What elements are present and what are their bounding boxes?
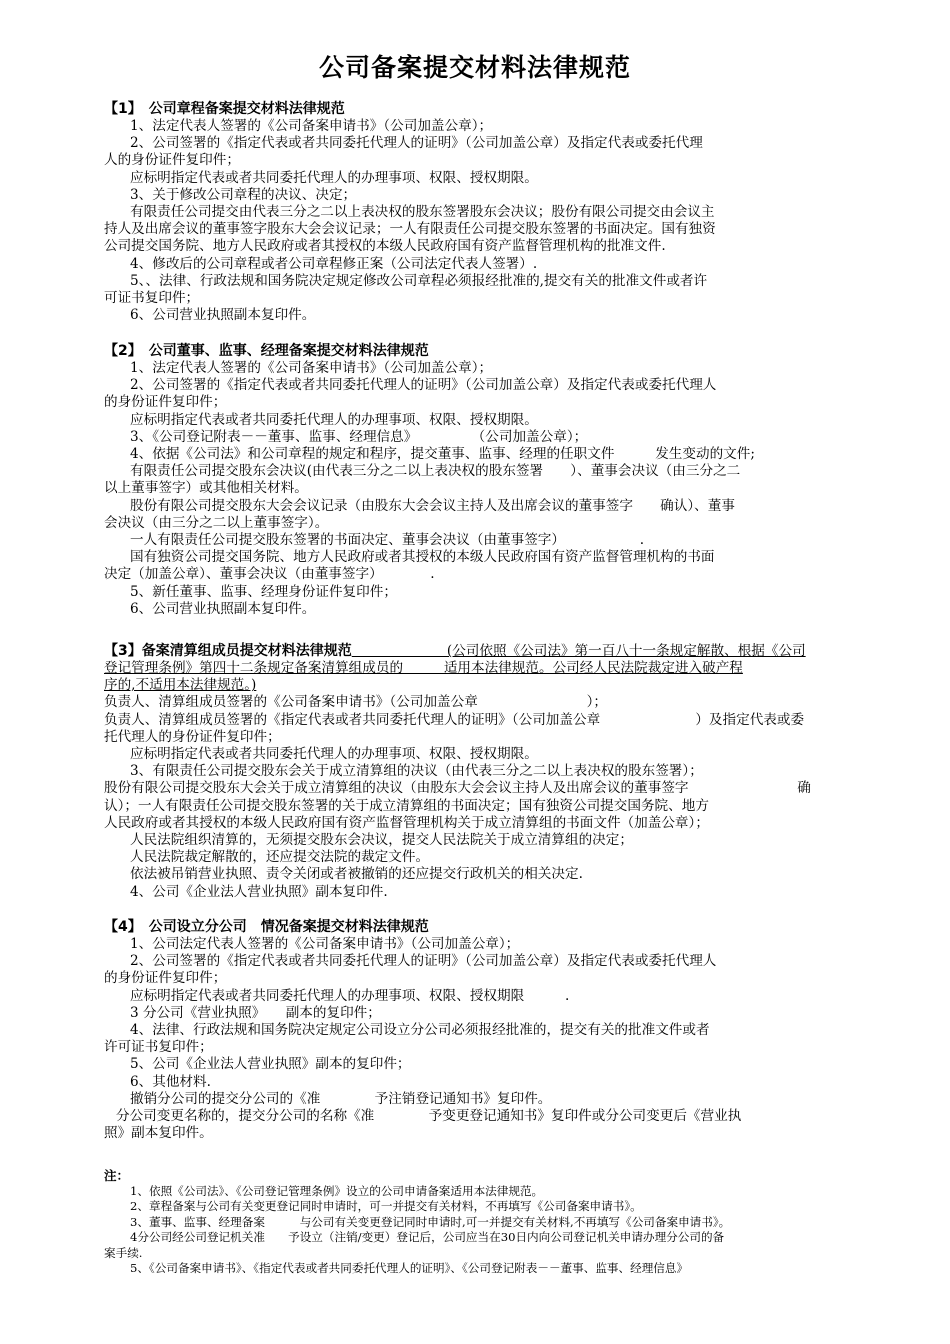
note-line: 2、章程备案与公司有关变更登记同时申请时，可一并提交有关材料，不再填写《公司备案申请书》。	[130, 1199, 642, 1214]
notes-heading: 注：	[104, 1168, 130, 1183]
section-2-heading: 【2】 公司董事、监事、经理备案提交材料法律规范	[104, 343, 429, 359]
section-3-heading: 【3】备案清算组成员提交材料法律规范	[104, 643, 352, 659]
s2-line: 3、《公司登记附表－－董事、监事、经理信息》 （公司加盖公章）；	[130, 428, 588, 445]
s1-line: 可证书复印件；	[104, 290, 200, 307]
s4-line: 许可证书复印件；	[104, 1039, 213, 1056]
s4-line: 5、公司《企业法人营业执照》副本的复印件；	[130, 1056, 411, 1073]
note-line: 1、依照《公司法》、《公司登记管理条例》设立的公司申请备案适用本法律规范。	[130, 1184, 544, 1198]
s4-line: 的身份证件复印件；	[104, 970, 227, 987]
section-1	[104, 100, 860, 324]
s2-line: 股份有限公司提交股东大会会议记录（由股东大会会议主持人及出席会议的董事签字 确认）、董事	[130, 497, 735, 514]
s1-line: 2、公司签署的《指定代表或者共同委托代理人的证明》（公司加盖公章）及指定代表或委托代理	[130, 135, 703, 152]
s1-line: 3、关于修改公司章程的决议、决定；	[130, 186, 357, 203]
s1-line: 应标明指定代表或者共同委托代理人的办理事项、权限、授权期限。	[130, 169, 538, 186]
s3-line: 4、公司《企业法人营业执照》副本复印件.	[130, 883, 388, 900]
s1-line: 5、、法律、行政法规和国务院决定规定修改公司章程必须报经批准的,提交有关的批准文件或者许	[130, 272, 708, 289]
note-line: 案手续.	[104, 1245, 143, 1260]
s3-line: 人民法院裁定解散的，还应提交法院的裁定文件。	[130, 849, 430, 866]
note-line: 4分公司经公司登记机关准 予设立（注销/变更）登记后，公司应当在30日内向公司登记机关申请办理分公司的备	[130, 1230, 725, 1245]
s2-line: 会决议（由三分之二以上董事签字）。	[104, 514, 329, 531]
s3-line: 3、有限责任公司提交股东会关于成立清算组的决议（由代表三分之二以上表决权的股东签署）；	[130, 763, 703, 780]
s3-line: 股份有限公司提交股东大会关于成立清算组的决议（由股东大会会议主持人及出席会议的董事签字 确	[104, 780, 811, 797]
note-line: 5、《公司备案申请书》、《指定代表或者共同委托代理人的证明》、《公司登记附表－－董事、监事、经理信息》	[130, 1261, 689, 1276]
section-3-heading-note: (公司依照《公司法》第一百八十一条规定解散、根据《公司	[351, 643, 806, 659]
s1-line: 1、法定代表人签署的《公司备案申请书》（公司加盖公章）；	[130, 118, 493, 134]
s3-line: 登记管理条例》第四十二条规定备案清算组成员的 适用本法律规范。公司经人民法院裁定进入破产程	[104, 660, 743, 676]
s2-line: 2、公司签署的《指定代表或者共同委托代理人的证明》（公司加盖公章）及指定代表或委托代理人	[130, 377, 717, 394]
s2-line: 的身份证件复印件；	[104, 394, 227, 411]
section-1-heading: 【1】 公司章程备案提交材料法律规范	[104, 101, 345, 117]
s4-line: 分公司变更名称的，提交分公司的名称《准 予变更登记通知书》复印件或分公司变更后《营业执	[116, 1108, 742, 1125]
s1-line: 持人及出席会议的董事签字股东大会会议记录；一人有限责任公司提交股东签署的书面决定。国有独资	[104, 221, 716, 238]
s3-line: 依法被吊销营业执照、责令关闭或者被撤销的还应提交行政机关的相关决定.	[130, 866, 583, 883]
s2-line: 5、新任董事、监事、经理身份证件复印件；	[130, 583, 397, 600]
s2-line: 国有独资公司提交国务院、地方人民政府或者其授权的本级人民政府国有资产监督管理机构的书面	[130, 549, 715, 566]
s4-line: 4、法律、行政法规和国务院决定规定公司设立分公司必须报经批准的，提交有关的批准文件或者	[130, 1022, 710, 1039]
section-2	[104, 342, 860, 618]
s2-line: 1、法定代表人签署的《公司备案申请书》（公司加盖公章）；	[130, 360, 493, 376]
s2-line: 以上董事签字）或其他相关材料。	[104, 480, 308, 497]
s3-line: 人民政府或者其授权的本级人民政府国有资产监督管理机构关于成立清算组的书面文件（加盖公章）；	[104, 814, 709, 831]
s2-line: 4、依据《公司法》和公司章程的规定和程序，提交董事、监事、经理的任职文件 发生变动的文件;	[130, 446, 755, 463]
s3-line: 应标明指定代表或者共同委托代理人的办理事项、权限、授权期限。	[130, 746, 538, 763]
s2-line: 应标明指定代表或者共同委托代理人的办理事项、权限、授权期限。	[130, 411, 538, 428]
s1-line: 人的身份证件复印件；	[104, 152, 240, 169]
s4-line: 3 分公司《营业执照》 副本的复印件；	[130, 1004, 381, 1021]
s1-line: 6、公司营业执照副本复印件。	[130, 307, 316, 324]
s1-line: 公司提交国务院、地方人民政府或者其授权的本级人民政府国有资产监督管理机构的批准文件.	[104, 238, 666, 255]
s3-line: 负责人、清算组成员签署的《指定代表或者共同委托代理人的证明》（公司加盖公章 ）及指定代表或委	[104, 711, 805, 728]
s4-line: 1、公司法定代表人签署的《公司备案申请书》（公司加盖公章）；	[130, 936, 520, 952]
s4-line: 2、公司签署的《指定代表或者共同委托代理人的证明》（公司加盖公章）及指定代表或委托代理人	[130, 953, 717, 970]
document-title: 公司备案提交材料法律规范	[318, 53, 631, 82]
s2-line: 一人有限责任公司提交股东签署的书面决定、董事会决议（由董事签字） .	[130, 532, 645, 549]
s4-line: 应标明指定代表或者共同委托代理人的办理事项、权限、授权期限 .	[130, 987, 570, 1004]
section-4	[104, 918, 860, 1142]
section-3-heading-row	[104, 642, 860, 660]
s4-line: 照》副本复印件。	[104, 1125, 213, 1142]
section-4-heading: 【4】 公司设立分公司 情况备案提交材料法律规范	[104, 919, 429, 935]
s3-line: 托代理人的身份证件复印件；	[104, 728, 281, 745]
s4-line: 6、其他材料.	[130, 1073, 211, 1090]
s4-line: 撤销分公司的提交分公司的《准 予注销登记通知书》复印件。	[130, 1090, 552, 1107]
s1-line: 4、修改后的公司章程或者公司章程修正案（公司法定代表人签署）.	[130, 255, 538, 272]
s3-line: 负责人、清算组成员签署的《公司备案申请书》（公司加盖公章 ）；	[104, 694, 607, 711]
s2-line: 6、公司营业执照副本复印件。	[130, 600, 316, 617]
s2-line: 有限责任公司提交股东会决议(由代表三分之二以上表决权的股东签署 ）、董事会决议（由三分之二	[130, 463, 741, 480]
note-line: 3、董事、监事、经理备案 与公司有关变更登记同时申请时,可一并提交有关材料,不再填写《公司备案申请书》。	[130, 1214, 731, 1229]
section-3	[104, 642, 860, 901]
notes-section	[104, 1168, 860, 1276]
s3-line: 序的,不适用本法律规范。)	[104, 677, 257, 694]
s2-line: 决定（加盖公章）、董事会决议（由董事签字） .	[104, 566, 435, 583]
s3-line: 人民法院组织清算的，无须提交股东会决议，提交人民法院关于成立清算组的决定；	[130, 832, 633, 849]
s3-line: 认）；一人有限责任公司提交股东签署的关于成立清算组的书面决定；国有独资公司提交国务院、地方	[104, 797, 709, 814]
s1-line: 有限责任公司提交由代表三分之二以上表决权的股东签署股东会决议；股份有限公司提交由会议主	[130, 204, 715, 221]
